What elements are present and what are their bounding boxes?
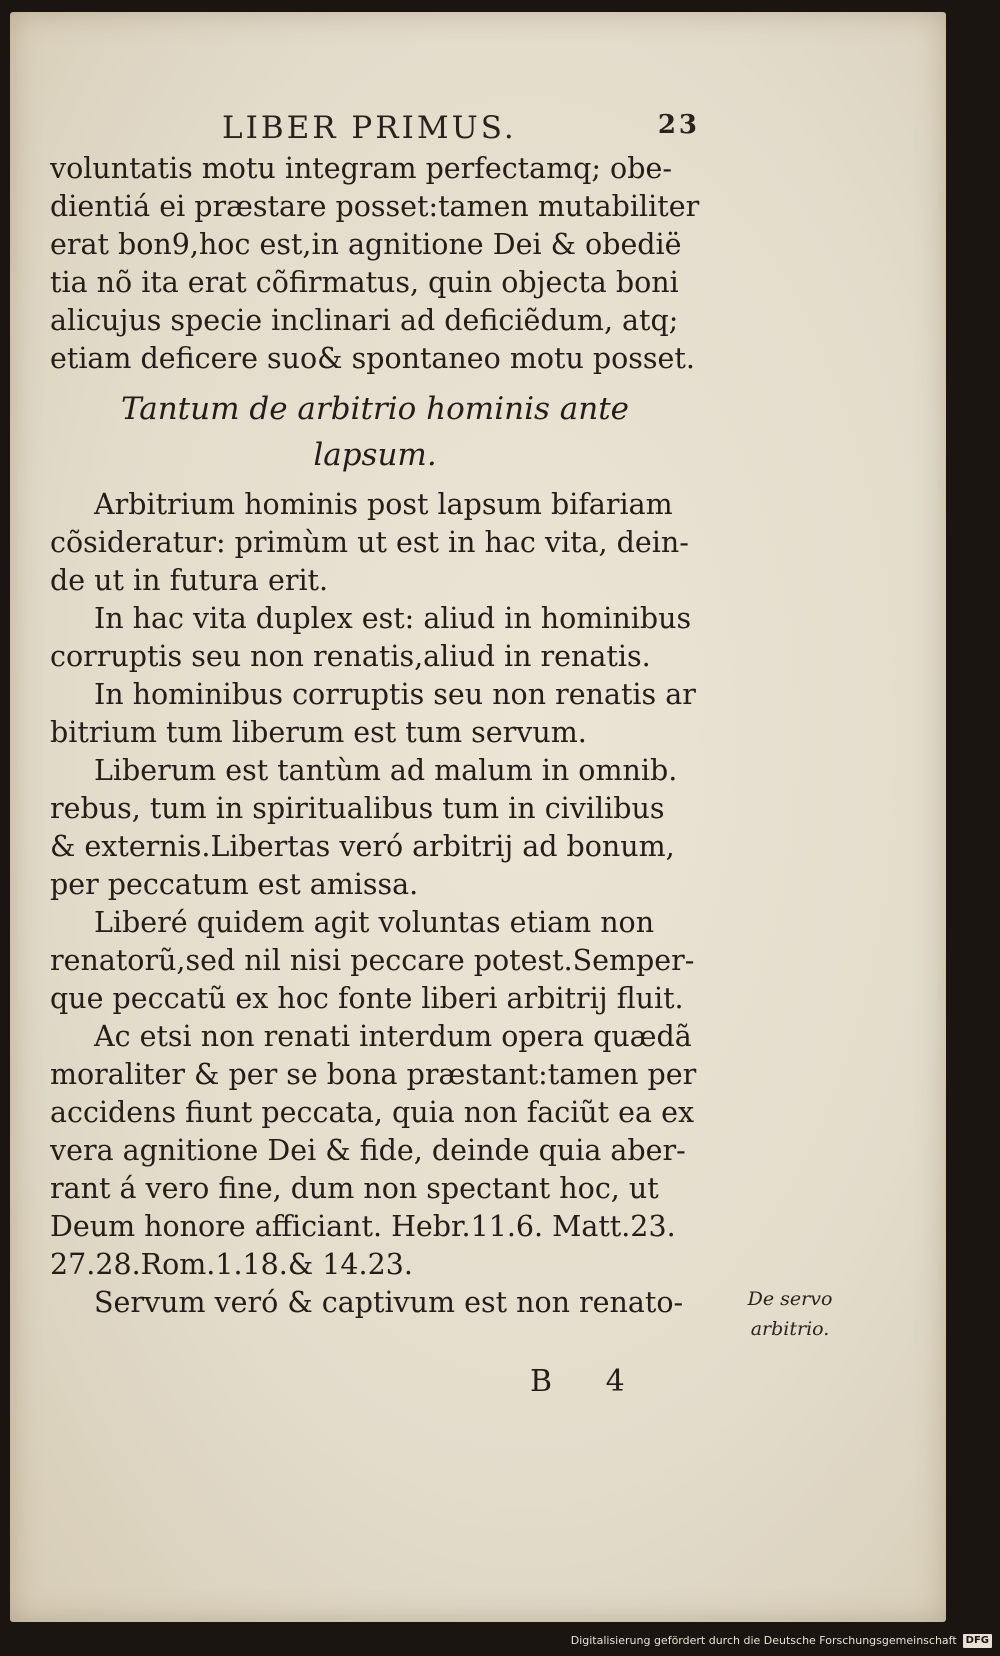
page-number: 23 (657, 110, 700, 140)
text-line: cõsideratur: primùm ut est in hac vita, dein- (50, 526, 689, 559)
paragraph-8 (50, 1284, 700, 1322)
text-line: renatorũ,sed nil nisi peccare potest.Semper- (50, 944, 695, 977)
text-line: alicujus specie inclinari ad deficiẽdum, atq; (50, 304, 679, 337)
credit-text: Digitalisierung gefördert durch die Deutsche Forschungsgemeinschaft (570, 1634, 957, 1647)
book-page (10, 12, 946, 1622)
text-line: In hac vita duplex est: aliud in hominibus (94, 602, 692, 635)
text-line: etiam deficere suo& spontaneo motu posset. (50, 342, 695, 375)
paragraph-1 (50, 150, 700, 378)
margin-note-line: De servo (747, 1288, 833, 1310)
paragraph-3 (50, 600, 700, 676)
subheading-line: Tantum de arbitrio hominis ante (120, 391, 630, 427)
text-line: voluntatis motu integram perfectamq; obe- (50, 152, 672, 185)
text-line: In hominibus corruptis seu non renatis ar (94, 678, 696, 711)
margin-note-line: arbitrio. (750, 1318, 830, 1340)
paragraph-5 (50, 752, 700, 904)
signature-mark: B 4 (530, 1364, 647, 1399)
text-line: de ut in futura erit. (50, 564, 329, 597)
text-line: rebus, tum in spiritualibus tum in civilibus (50, 792, 665, 825)
running-title: LIBER PRIMUS. (222, 110, 517, 146)
dfg-logo-icon: DFG (963, 1634, 992, 1648)
text-line: Arbitrium hominis post lapsum bifariam (94, 488, 673, 521)
paragraph-6 (50, 904, 700, 1018)
subheading-line: lapsum. (313, 437, 437, 473)
text-line: Liberum est tantùm ad malum in omnib. (94, 754, 678, 787)
text-line: & externis.Libertas veró arbitrij ad bonum, (50, 830, 675, 863)
digitization-credit (571, 1630, 992, 1652)
text-line: vera agnitione Dei & fide, deinde quia aber- (50, 1134, 686, 1167)
text-line: rant á vero fine, dum non spectant hoc, ut (50, 1172, 659, 1205)
text-line: corruptis seu non renatis,aliud in renatis. (50, 640, 651, 673)
text-line: per peccatum est amissa. (50, 868, 419, 901)
text-line: dientiá ei præstare posset:tamen mutabiliter (50, 190, 700, 223)
text-line: 27.28.Rom.1.18.& 14.23. (50, 1248, 413, 1281)
paragraph-4 (50, 676, 700, 752)
text-line: Servum veró & captivum est non renato- (94, 1286, 684, 1319)
text-line: Liberé quidem agit voluntas etiam non (94, 906, 655, 939)
section-subheading (50, 386, 700, 478)
text-line: erat bon9,hoc est,in agnitione Dei & obedië (50, 228, 682, 261)
text-line: tia nõ ita erat cõfirmatus, quin objecta boni (50, 266, 679, 299)
text-line: bitrium tum liberum est tum servum. (50, 716, 587, 749)
text-line: que peccatũ ex hoc fonte liberi arbitrij fluit. (50, 982, 684, 1015)
text-line: moraliter & per se bona præstant:tamen per (50, 1058, 697, 1091)
body-text (50, 150, 700, 1322)
running-head (210, 110, 710, 150)
text-line: Deum honore afficiant. Hebr.11.6. Matt.23. (50, 1210, 676, 1243)
paragraph-7 (50, 1018, 700, 1284)
text-line: accidens fiunt peccata, quia non faciũt ea ex (50, 1096, 695, 1129)
text-line: Ac etsi non renati interdum opera quædã (94, 1020, 692, 1053)
paragraph-2 (50, 486, 700, 600)
margin-note (730, 1284, 850, 1344)
